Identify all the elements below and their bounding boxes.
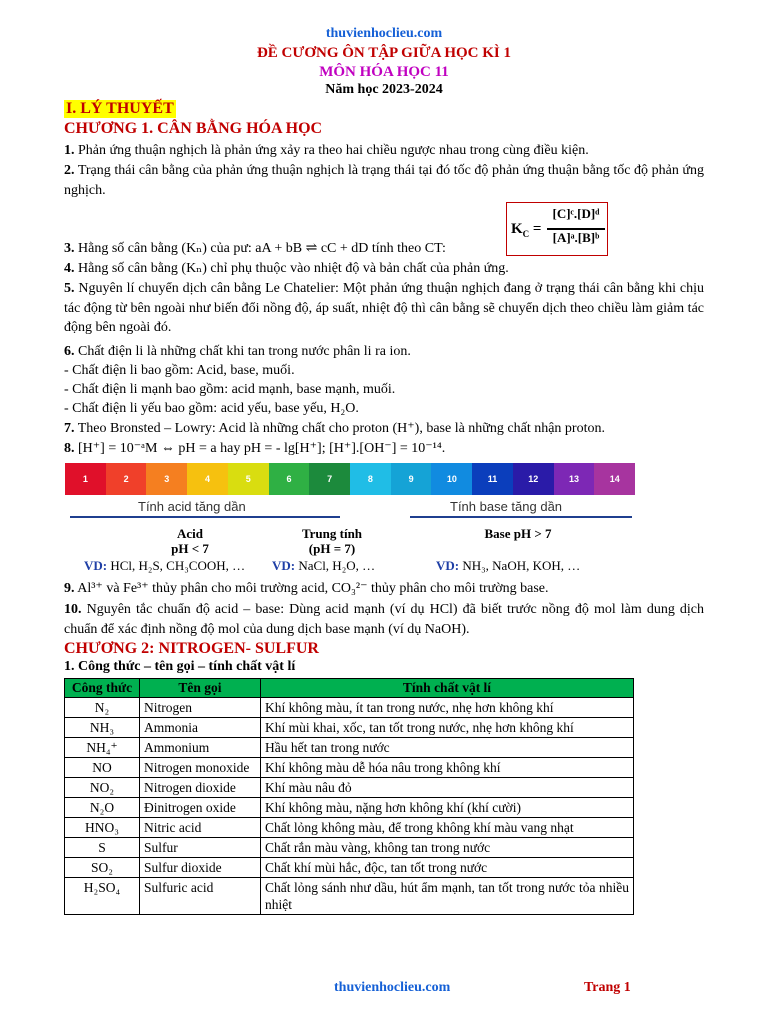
cell-formula: NH₄⁺ [65,738,140,758]
item-5: 5. Nguyên lí chuyển dịch cân bằng Le Chatelier: Một phản ứng thuận nghịch đang ở trạng thái cân bằng khi chịu tác động từ bên ngoài như biến đổi nồng độ, áp suất, nhiệt độ thì cân bằng sẽ chuyển dịch theo chiều làm giảm tác động bên ngoài đó. [64,281,704,335]
table-row [65,858,634,878]
item-3: 3. Hằng số cân bằng (Kₙ) của pư: aA + bB ⇌ cC + dD tính theo CT: [64,241,446,256]
cell-properties: Khí không màu, ít tan trong nước, nhẹ hơn không khí [261,698,634,718]
cell-name: Sulfur dioxide [140,858,261,878]
vd-neutral: VD: NaCl, H₂O, … [272,558,376,573]
cell-name: Nitrogen [140,698,261,718]
neutral-ph: (pH = 7) [308,541,356,556]
cell-properties: Chất lỏng sánh như dầu, hút ẩm mạnh, tan tốt trong nước tỏa nhiều nhiệt [261,878,634,915]
acid-label: Acid [177,526,203,541]
item-10: 10. Nguyên tắc chuẩn độ acid – base: Dùng acid mạnh (ví dụ HCl) đã biết trước nồng độ mol làm dung dịch chuẩn để xác định nồng độ mol của dung dịch base mạnh (ví dụ NaOH). [64,602,705,637]
kc-formula [506,202,608,256]
item-6a: - Chất điện li bao gồm: Acid, base, muối. [64,363,295,378]
cell-name: Sulfur [140,838,261,858]
cell-properties: Khí mùi khai, xốc, tan tốt trong nước, nhẹ hơn không khí [261,718,634,738]
cell-name: Sulfuric acid [140,878,261,915]
ph-cell: 7 [309,463,350,495]
compound-table [64,678,634,915]
cell-name: Đinitrogen oxide [140,798,261,818]
header-site-link[interactable]: thuvienhoclieu.com [325,26,443,41]
ph-cell: 4 [187,463,228,495]
vd-acid: VD: HCl, H₂S, CH₃COOH, … [84,558,246,573]
ph-scale-bar [65,463,635,495]
cell-formula: N₂ [65,698,140,718]
neutral-label: Trung tính [301,526,363,541]
base-trend-label: Tính base tăng dần [450,499,563,514]
item-6b: - Chất điện li mạnh bao gồm: acid mạnh, base mạnh, muối. [64,382,396,397]
cell-name: Nitrogen dioxide [140,778,261,798]
ph-cell: 12 [513,463,554,495]
footer-site-link[interactable]: thuvienhoclieu.com [334,980,451,995]
ph-cell: 5 [228,463,269,495]
cell-formula: NH₃ [65,718,140,738]
cell-formula: H₂SO₄ [65,878,140,915]
ph-cell: 2 [106,463,147,495]
table-header-row [65,679,634,698]
cell-formula: S [65,838,140,858]
cell-properties: Khí không màu, nặng hơn không khí (khí cười) [261,798,634,818]
ph-cell: 9 [391,463,432,495]
cell-properties: Hầu hết tan trong nước [261,738,634,758]
ph-cell: 14 [594,463,635,495]
item-4: 4. Hằng số cân bằng (Kₙ) chỉ phụ thuộc vào nhiệt độ và bản chất của phản ứng. [64,261,509,276]
cell-name: Ammonium [140,738,261,758]
ph-cell: 13 [554,463,595,495]
table-row [65,818,634,838]
cell-formula: N₂O [65,798,140,818]
item-1: 1. Phản ứng thuận nghịch là phản ứng xảy ra theo hai chiều ngược nhau trong cùng điều kiện. [64,143,589,158]
cell-properties: Chất khí mùi hắc, độc, tan tốt trong nước [261,858,634,878]
col-name: Tên gọi [140,679,261,698]
table-row [65,778,634,798]
kc-denominator: [A]ᵃ.[B]ᵇ [552,230,600,245]
ph-cell: 1 [65,463,106,495]
ph-cell: 11 [472,463,513,495]
item-6: 6. Chất điện li là những chất khi tan trong nước phân li ra ion. [64,344,411,359]
chapter1-title: CHƯƠNG 1. CÂN BẰNG HÓA HỌC [64,120,323,137]
vd-base: VD: NH₃, NaOH, KOH, … [436,558,581,573]
doc-title: ĐỀ CƯƠNG ÔN TẬP GIỮA HỌC KÌ 1 [256,45,512,61]
cell-formula: NO₂ [65,778,140,798]
col-properties: Tính chất vật lí [261,679,634,698]
base-trend-arrow [410,516,632,518]
item-7: 7. Theo Bronsted – Lowry: Acid là những chất cho proton (H⁺), base là những chất nhận proton. [64,421,605,436]
acid-ph: pH < 7 [171,541,209,556]
cell-formula: SO₂ [65,858,140,878]
cell-name: Ammonia [140,718,261,738]
cell-properties: Chất lỏng không màu, để trong không khí màu vang nhạt [261,818,634,838]
item-8: 8. [H⁺] = 10⁻ᵃM ⇔ pH = a hay pH = - lg[H⁺]; [H⁺].[OH⁻] = 10⁻¹⁴. [64,441,446,456]
kc-numerator: [C]ᶜ.[D]ᵈ [552,206,600,221]
kc-symbol: $K_C$ = [511,221,542,239]
doc-subject: MÔN HÓA HỌC 11 [319,64,449,80]
cell-name: Nitric acid [140,818,261,838]
table-row [65,798,634,818]
cell-name: Nitrogen monoxide [140,758,261,778]
chapter2-subtitle: 1. Công thức – tên gọi – tính chất vật lí [64,659,296,674]
ph-cell: 3 [146,463,187,495]
cell-formula: HNO₃ [65,818,140,838]
ph-cell: 6 [269,463,310,495]
table-row [65,838,634,858]
table-row [65,758,634,778]
ph-cell: 8 [350,463,391,495]
cell-formula: NO [65,758,140,778]
base-label: Base pH > 7 [484,526,552,541]
acid-trend-arrow [70,516,340,518]
item-6c: - Chất điện li yếu bao gồm: acid yếu, base yếu, H₂O. [64,401,359,416]
table-row [65,878,634,915]
table-row [65,698,634,718]
section-title: I. LÝ THUYẾT [66,100,174,117]
acid-trend-label: Tính acid tăng dần [138,499,246,514]
page-number: Trang 1 [584,980,631,995]
ph-cell: 10 [431,463,472,495]
chapter2-title: CHƯƠNG 2: NITROGEN- SULFUR [64,640,319,657]
table-body [65,698,634,915]
cell-properties: Khí không màu dễ hóa nâu trong không khí [261,758,634,778]
col-formula: Công thức [65,679,140,698]
cell-properties: Chất rắn màu vàng, không tan trong nước [261,838,634,858]
cell-properties: Khí màu nâu đỏ [261,778,634,798]
item-9: 9. Al³⁺ và Fe³⁺ thủy phân cho môi trường acid, CO₃²⁻ thủy phân cho môi trường base. [64,581,549,596]
table-row [65,738,634,758]
table-row [65,718,634,738]
item-2: 2. Trạng thái cân bằng của phản ứng thuận nghịch là trạng thái tại đó tốc độ phản ứng thuận bằng tốc độ phản ứng nghịch. [64,163,704,198]
doc-year: Năm học 2023-2024 [325,82,443,97]
